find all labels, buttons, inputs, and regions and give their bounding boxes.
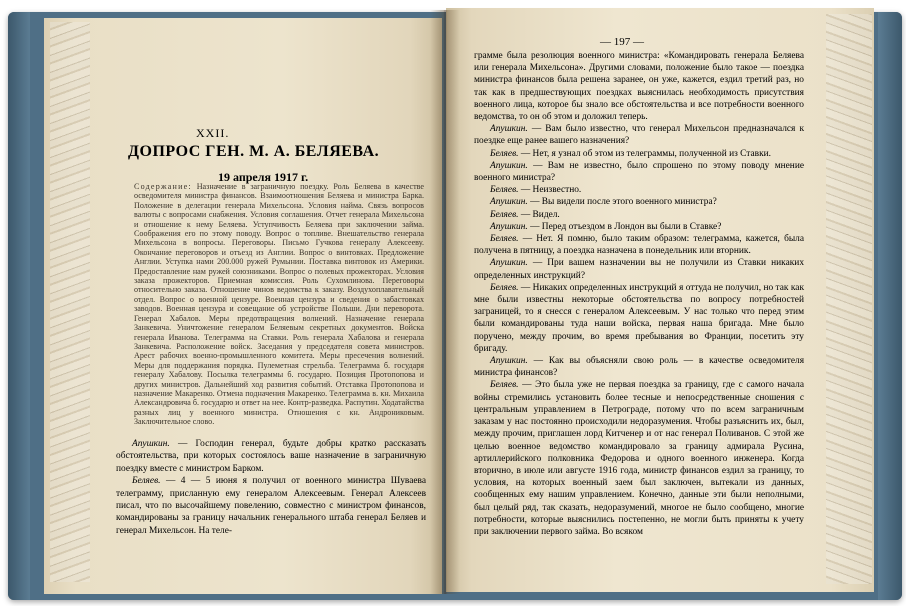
speaker-name: Апушкин. <box>490 258 528 269</box>
paragraph <box>474 233 804 257</box>
speaker-name: Беляев. <box>490 282 519 293</box>
paragraph <box>474 123 804 147</box>
paragraph-text: — Вам было известно, что генерал Михельсон предназначался к поездке еще ранее вашего назначения? <box>474 124 804 147</box>
speaker-name: Апушкин. <box>490 124 528 135</box>
speaker-name: Беляев. <box>490 148 519 159</box>
summary-text: Назначение в заграничную поездку. Роль Беляева в качестве осведомителя министра финансов. Взаимоотношения Беляева и министра Барка. Положение в делегации генерала Михельсона. Условия найма. Связь вопросов валюты с вопросами снабжения. Условия соглашения. Отчет генерала Михельсона и отношение к нему Беляева. Уступчивость Беляева при заключении займа. Соображения его по этому поводу. Вопрос о топливе. Внешательство генерала Михельсона в вопросы. Переговоры. Письмо Гучкова генералу Алексееву. Окончание переговоров и отъезд из Англии. Вопрос о винтовках. Предложение Англии. Уступка нами 200.000 ружей Румынии. Поставка винтовок из Америки. Предоставление нам ружей союзниками. Вопрос о полевых прожекторах. Условия заказа прожекторов. Приемная комиссия. Роль Сухомлинова. Переговоры относительно заказа. Отношение чинов ведомства к заказу. Воздухоплавательный отдел. Вопрос о военной цензуре. Военная цензура и сведения о забастовках заводов. Военная цензура и совещание об устройстве Польши. Дни переворота. Генерал Хабалов. Меры предотвращения волнений. Назначение генерала Занкевича. Уничтожение генералом Беляевым секретных документов. Войска генерала Иванова. Телеграмма на Ставки. Роль генерала Хабалова и генерала Занкевича. Расположение войск. Заседания у председателя совета министров. Арест рабочих военно-промышленного комитета. Меры пресечения волнений. Меры для поддержания порядка. Пулеметная стрельба. Телеграмма б. государя генералу Хабалову. Посылка телеграммы б. государю. Позиция Протопопова и других министров. Дальнейший ход развития событий. Отставка Протопопова и назначение Макаренко. Отмена подначения Макаренко. Телеграмма в. кн. Михаила Александровича б. государю и ответ на нее. Контр-разведка. Распутин. Ходатайства разных лиц у военного министра. Отношения с кн. Андрониковым. Заключительное слово. <box>134 182 424 427</box>
cover-edge-right <box>878 12 902 600</box>
summary-label: Содержание: <box>134 182 192 191</box>
paragraph-text: — Перед отъездом в Лондон вы были в Ставке? <box>530 221 722 232</box>
paragraph <box>474 209 804 221</box>
paragraph-text: — Никаких определенных инструкций я оттуда не получил, но так как мне были известны некоторые обстоятельства по вопросу потребностей заграницей, то я снесся с генералом Алексеевым. У нас только что перед этим были командированы туда наши войска, первая наша бригада. Мне было поручено, между прочим, во время пребывания во Франции, посетить эту бригаду. <box>474 282 805 354</box>
speaker-name: Беляев. <box>490 234 519 245</box>
paragraph-text: — Неизвестно. <box>520 185 582 196</box>
chapter-summary <box>134 182 424 427</box>
left-page-body <box>116 438 426 537</box>
paragraph <box>474 196 804 208</box>
paragraph <box>116 438 426 475</box>
chapter-title: ДОПРОС ГЕН. М. А. БЕЛЯЕВА. <box>128 143 380 160</box>
paragraph-text: — Как вы объясняли свою роль — в качестве осведомителя министра финансов? <box>474 356 805 379</box>
paragraph <box>474 184 804 196</box>
book-gutter <box>430 10 460 594</box>
speaker-name: Апушкин. <box>490 356 528 367</box>
speaker-name: Апушкин. <box>490 221 528 232</box>
paragraph <box>474 148 804 160</box>
page-number: — 197 — <box>600 36 644 48</box>
marbled-edge-right <box>826 14 872 584</box>
paragraph <box>474 379 804 538</box>
marbled-edge-left <box>50 22 90 582</box>
paragraph-text: — При вашем назначении вы не получили из Ставки никаких определенных инструкций? <box>474 258 805 281</box>
speaker-name: Беляев. <box>490 209 519 220</box>
paragraph <box>474 160 804 184</box>
paragraph <box>474 257 804 281</box>
paragraph <box>474 221 804 233</box>
paragraph-text: — Нет, я узнал об этом из телеграммы, полученной из Ставки. <box>520 148 771 159</box>
chapter-date: 19 апреля 1917 г. <box>218 170 309 184</box>
paragraph-text: — Вам не известно, было спрошено по этому поводу мнение военного министра? <box>474 160 805 184</box>
paragraph-text: — Вы видели после этого военного министра? <box>530 197 717 208</box>
paragraph-text: — Это была уже не первая поездка за границу, где с самого начала войны стремились установить более тесные и непосредственные сношения с центральным управлением в Петрограде, потому что по всем заграничным заказам у нас постоянно происходили недоразумения. Чтобы разъяснить их, был, между прочим, приглашен лорд Китченер и от нас генерал Поливанов. С этой же целью военное ведомство командировало за границу адмирала Русина, артиллерийского полковника Федорова и одного военного инженера. Когда вторично, в июле или августе 1916 года, министр финансов ездил за границу, то условия, на которых военный заем был заключен, вытекали из данных, сообщенных ему нашим управлением. Конечно, данные эти были неполными, был целый ряд, так сказать, недоразумений, многое не было сообщено, многие потребности, которые выяснились постепенно, не могли быть приняты к учету при заключении первого займа. Во всяком <box>474 380 805 537</box>
paragraph-text: — Нет. Я помню, было таким образом: телеграмма, кажется, была получена в пятницу, а поездка назначена в понедельник или вторник. <box>474 234 804 257</box>
paragraph <box>474 355 804 379</box>
speaker-name: Апушкин. <box>490 160 528 171</box>
speaker-name: Апушкин. <box>132 439 170 449</box>
speaker-name: Беляев. <box>132 476 161 487</box>
paragraph-text: — 4 — 5 июня я получил от военного министра Шуваева телеграмму, присланную ему генералом Алексеевым. Генерал Алексеев писал, что по высочайшему повелению, совместно с министром финансов, командированы за границу начальник генерального штаба генерал Беляев и генерал Михельсон. На теле- <box>116 476 427 536</box>
paragraph <box>474 50 804 123</box>
cover-edge-left <box>8 12 30 600</box>
chapter-number: XXII. <box>196 126 230 140</box>
paragraph <box>474 282 804 355</box>
right-page-body <box>474 50 804 538</box>
paragraph-text: грамме была резолюция военного министра: «Командировать генерала Беляева или генерала Михельсона». Другими словами, положение было такое — поездка министра финансов была решена заранее, он уже, кажется, ездил третий раз, но так как в предшествующих поездках выяснилась необходимость присутствия военного лица, которое бы знало все обстоятельства и все потребности военного ведомства, то он об этом и доложил теперь. <box>474 51 804 123</box>
paragraph-text: — Господин генерал, будьте добры кратко рассказать обстоятельства, при которых состоялось ваше назначение в заграничную поездку вместе с министром Барком. <box>116 439 426 474</box>
speaker-name: Беляев. <box>490 380 519 391</box>
paragraph-text: — Видел. <box>520 209 560 220</box>
paragraph <box>116 475 426 537</box>
speaker-name: Апушкин. <box>490 197 528 208</box>
speaker-name: Беляев. <box>490 185 519 196</box>
